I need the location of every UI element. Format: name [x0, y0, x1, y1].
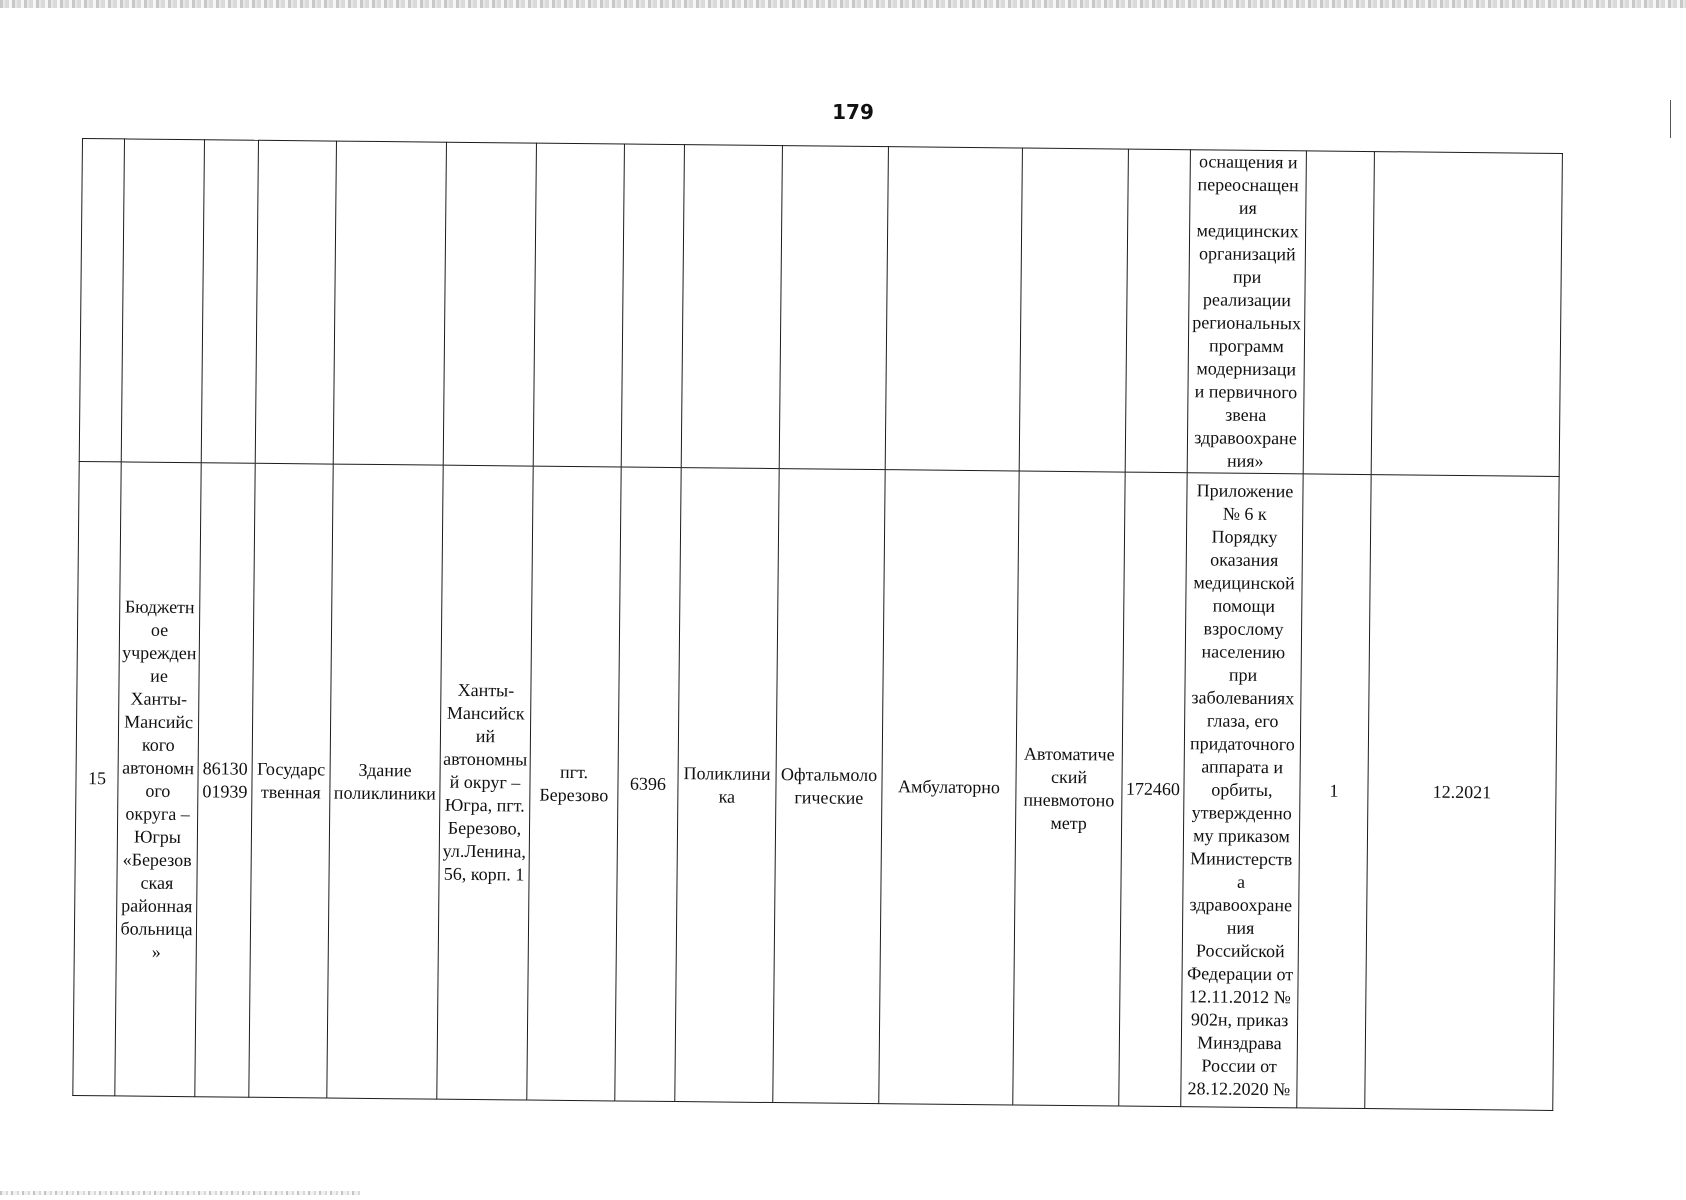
- cell-quantity: 1: [1297, 474, 1371, 1109]
- scan-artifact-top: [0, 0, 1686, 8]
- cell-empty: [333, 141, 446, 465]
- cell-empty: [1019, 148, 1128, 472]
- cell-regulation-continuation: оснащения и переоснащен ия медицинских организаций при реализации региональных программ модернизаци и первичного звена здравоохране ния»: [1187, 150, 1306, 474]
- cell-care-form: Амбулаторно: [879, 470, 1019, 1105]
- cell-equipment: Автоматиче ский пневмотоно метр: [1013, 471, 1125, 1106]
- cell-unit-type: Поликлини ка: [675, 468, 779, 1103]
- cell-building: Здание поликлиники: [327, 464, 443, 1099]
- cell-empty: [79, 139, 124, 462]
- table-row: [73, 461, 1559, 1110]
- cell-empty: [201, 140, 258, 464]
- cell-empty: [885, 147, 1022, 471]
- cell-empty: [681, 145, 782, 469]
- cell-empty: [121, 139, 204, 463]
- cell-locality: пгт. Березово: [527, 466, 621, 1101]
- cell-organization: Бюджетн ое учрежден ие Ханты- Мансийс кого автономн ого округа – Югры «Березов ская районная больница »: [115, 462, 201, 1097]
- cell-empty: [621, 144, 684, 468]
- cell-ownership: Государс твенная: [249, 463, 333, 1098]
- cell-empty: [1125, 149, 1190, 473]
- cell-address: Ханты- Мансийск ий автономны й округ – Югра, пгт. Березово, ул.Ленина, 56, корп. 1: [437, 465, 533, 1100]
- cell-empty: [1371, 152, 1562, 477]
- cell-empty: [779, 146, 888, 470]
- table-row-continuation: [79, 139, 1562, 477]
- cell-row-number: 15: [73, 461, 121, 1095]
- cell-code: 86130 01939: [195, 463, 255, 1098]
- cell-empty: [443, 142, 536, 466]
- cell-profile: Офтальмоло гические: [773, 469, 885, 1104]
- cell-empty: [255, 140, 336, 464]
- scan-artifact-bottom: [0, 1191, 360, 1195]
- cell-empty: [533, 143, 624, 467]
- cell-regulation: Приложение № 6 к Порядку оказания медицинской помощи взрослому населению при заболеваниях глаза, его придаточного аппарата и орбиты, утвержденно му приказом Министерств а здравоохране ния Российской Федерации от 12.11.2012 № 902н, приказ Минздрава России от 28.12.2020 №: [1181, 473, 1303, 1108]
- equipment-table: [72, 138, 1563, 1111]
- cell-population: 6396: [615, 467, 681, 1102]
- cell-equipment-code: 172460: [1119, 472, 1187, 1107]
- cell-empty: [1303, 151, 1374, 475]
- page-number: 179: [832, 100, 874, 124]
- cell-date: 12.2021: [1365, 475, 1559, 1111]
- table-container: [72, 138, 1562, 1107]
